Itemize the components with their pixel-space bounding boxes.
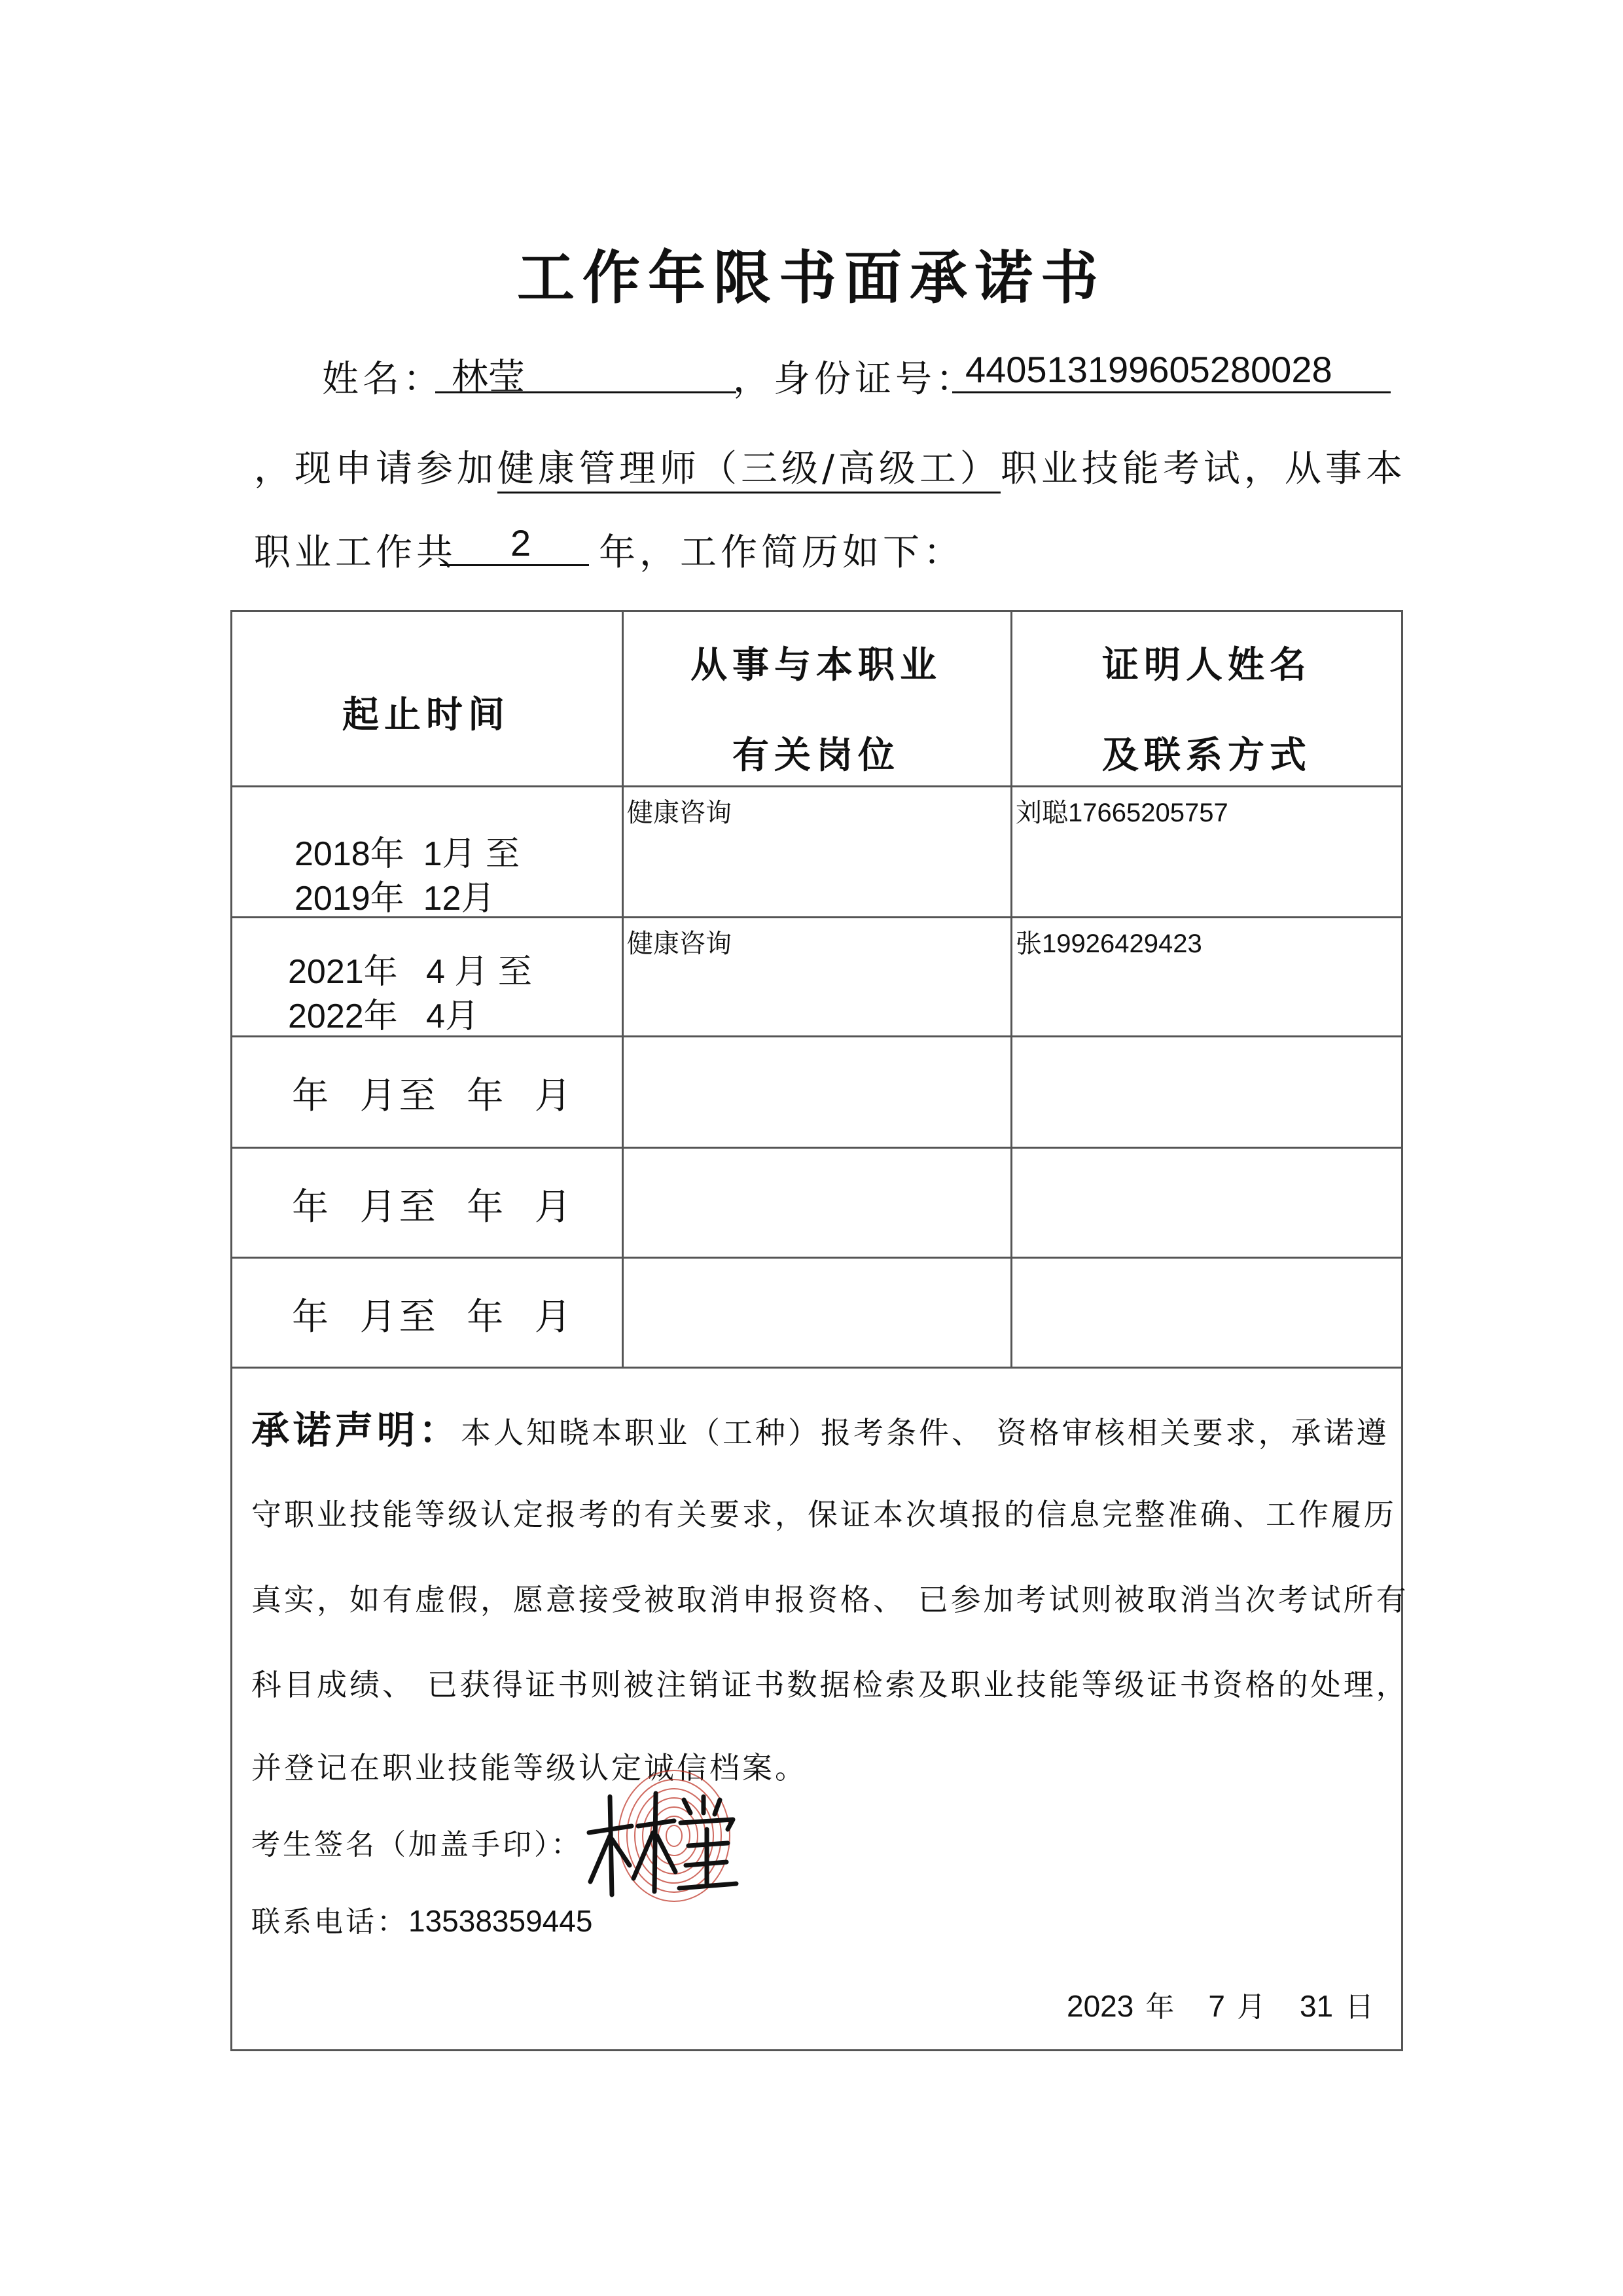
header-period: 起止时间 [342,694,510,736]
contact-line [251,1898,592,1940]
intro-text-1: ，现申请参加 [254,448,497,490]
row1-position: 健康咨询 [627,798,732,828]
table-rule [230,1367,1403,1369]
name-value: 林莹 [452,356,525,397]
date-year-label: 年 [1145,1990,1177,2024]
header-position-line1: 从事与本职业 [690,644,942,687]
row3-period: 年 月至 年 月 [292,1075,574,1117]
row4-period: 年 月至 年 月 [292,1186,574,1229]
contact-label: 联系电话： [251,1905,408,1939]
declaration-line2: 守职业技能等级认定报考的有关要求，保证本次填报的信息完整准确、工作履历 [251,1497,1397,1532]
row2-period-start: 2021年 4 月 至 [288,953,532,991]
intro-text-3: 职业工作共 [254,531,457,574]
declaration-text-1: 本人知晓本职业（工种）报考条件、 资格审核相关要求，承诺遵 [461,1415,1389,1450]
name-underline [435,391,736,393]
years-underline [440,564,589,566]
declaration-line3: 真实，如有虚假，愿意接受被取消申报资格、 已参加考试则被取消当次考试所有 [251,1582,1409,1617]
date-month-label: 月 [1236,1990,1268,2024]
id-underline [952,391,1391,393]
row2-witness: 张19926429423 [1016,929,1202,958]
row1-witness: 刘聪17665205757 [1016,798,1228,827]
header-witness-line1: 证明人姓名 [1102,644,1311,687]
date-year: 2023 [1067,1989,1134,2023]
header-witness-line2: 及联系方式 [1102,734,1311,777]
years-value: 2 [510,522,531,564]
intro-text-4: 年，工作简历如下： [599,531,964,574]
signature-thumbprint-icon [576,1761,746,1911]
row1-period-start: 2018年 1月 至 [294,835,520,873]
table-rule [230,1147,1403,1149]
id-label: ，身份证号： [733,358,976,401]
contact-phone: 13538359445 [408,1904,593,1938]
declaration-line5: 并登记在职业技能等级认定诚信档案。 [251,1750,808,1785]
signature-label: 考生签名（加盖手印）： [251,1828,582,1861]
intro-line [254,440,1406,492]
header-position-line2: 有关岗位 [732,734,900,777]
table-col-rule [1010,610,1012,1367]
exam-name: 健康管理师（三级/高级工） [497,448,1001,493]
table-rule [230,785,1403,787]
date-day-label: 日 [1345,1990,1377,2024]
id-number-value: 440513199605280028 [965,349,1332,390]
row2-period-end: 2022年 4月 [288,997,479,1035]
row2-position: 健康咨询 [627,929,732,959]
table-col-rule [622,610,624,1367]
row5-period: 年 月至 年 月 [292,1296,574,1338]
declaration-heading: 承诺声明： [251,1408,461,1452]
intro-text-2: 职业技能考试，从事本 [1000,448,1406,490]
name-label: 姓名： [322,358,444,401]
table-rule [230,1257,1403,1259]
page-title: 工作年限书面承诺书 [516,243,1106,312]
date-day: 31 [1299,1989,1334,2023]
declaration-line1 [251,1399,1390,1454]
date-month: 7 [1208,1989,1225,2023]
row1-period-end: 2019年 12月 [294,880,495,918]
sign-date [1067,1983,1376,2025]
declaration-line4: 科目成绩、 已获得证书则被注销证书数据检索及职业技能等级证书资格的处理， [251,1667,1409,1702]
